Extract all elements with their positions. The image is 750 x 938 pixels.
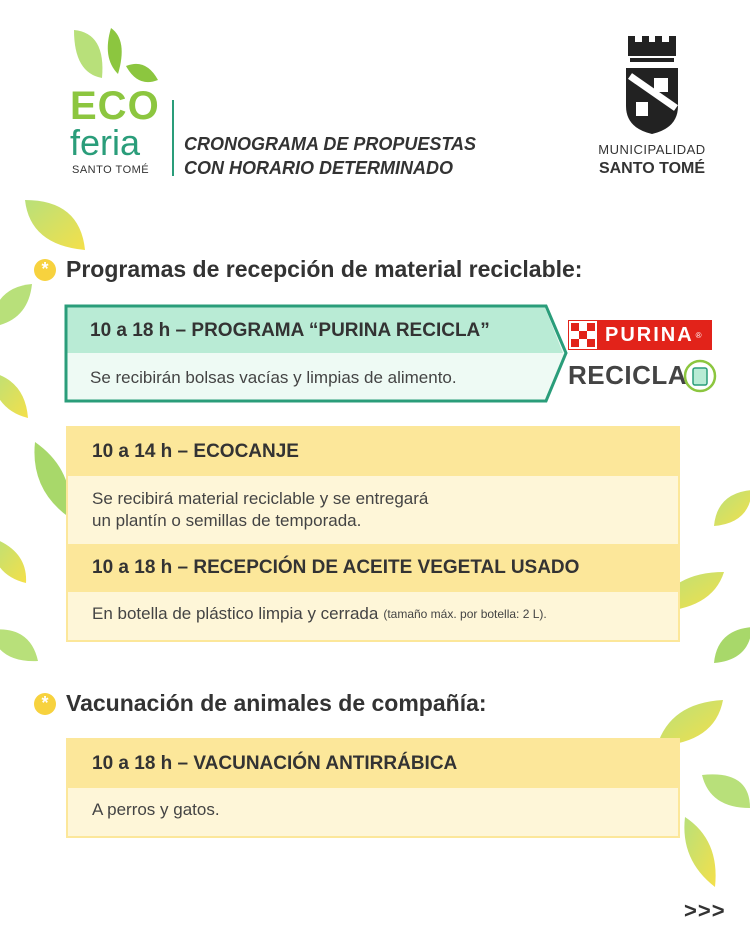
next-page-arrows[interactable]: >>> bbox=[684, 898, 726, 923]
recycle-bag-icon bbox=[682, 358, 718, 394]
leaf-decoration bbox=[20, 195, 90, 255]
header-divider bbox=[172, 100, 174, 176]
section-vaccination-title: Vacunación de animales de compañía: bbox=[66, 690, 487, 716]
ecocanje-body-line2: un plantín o semillas de temporada. bbox=[92, 511, 362, 530]
municipality-logo bbox=[590, 36, 710, 186]
leaf-decoration bbox=[0, 370, 30, 420]
checkerboard-icon bbox=[569, 321, 597, 349]
leaf-decoration bbox=[0, 535, 30, 585]
purina-card bbox=[66, 306, 566, 401]
aceite-body-text: En botella de plástico limpia y cerrada bbox=[92, 604, 379, 623]
vacunacion-card bbox=[66, 738, 680, 838]
purina-logo-box bbox=[568, 320, 712, 350]
section-vaccination-heading bbox=[34, 690, 487, 717]
ecoferia-leaves-logo bbox=[66, 28, 166, 88]
purina-registered-mark: ® bbox=[695, 330, 702, 340]
leaf-decoration bbox=[680, 815, 720, 890]
ecocanje-aceite-card bbox=[66, 426, 680, 642]
aceite-body bbox=[68, 592, 678, 636]
recicla-logo-text: RECICLA bbox=[568, 360, 688, 390]
purina-logo-text: PURINA bbox=[605, 323, 694, 346]
leaf-decoration bbox=[712, 625, 750, 665]
vacunacion-title: 10 a 18 h – VACUNACIÓN ANTIRRÁBICA bbox=[68, 740, 678, 788]
page-title bbox=[184, 132, 476, 180]
aceite-title: 10 a 18 h – RECEPCIÓN DE ACEITE VEGETAL USADO bbox=[68, 544, 678, 592]
municipality-label: MUNICIPALIDAD bbox=[598, 142, 706, 157]
logo-feria-text: feria bbox=[70, 122, 141, 163]
section-recycling-title: Programas de recepción de material reciclable: bbox=[66, 256, 583, 282]
purina-card-title: 10 a 18 h – PROGRAMA “PURINA RECICLA” bbox=[90, 320, 490, 341]
page-title-line1: CRONOGRAMA DE PROPUESTAS bbox=[184, 134, 477, 154]
purina-card-body: Se recibirán bolsas vacías y limpias de alimento. bbox=[90, 368, 457, 387]
municipality-name: SANTO TOMÉ bbox=[598, 160, 706, 177]
page-title-line2: CON HORARIO DETERMINADO bbox=[184, 158, 453, 178]
logo-eco-text: ECO bbox=[70, 84, 160, 128]
municipality-crest-icon bbox=[590, 36, 714, 136]
logo-place-text: SANTO TOMÉ bbox=[72, 164, 150, 176]
ecocanje-body-line1: Se recibirá material reciclable y se entregará bbox=[92, 489, 429, 508]
section-recycling-heading bbox=[34, 256, 582, 283]
bullet-star-icon: * bbox=[34, 693, 56, 715]
ecocanje-body bbox=[68, 476, 678, 544]
ecocanje-title: 10 a 14 h – ECOCANJE bbox=[68, 428, 678, 476]
leaf-decoration bbox=[0, 625, 40, 665]
leaf-decoration bbox=[700, 770, 750, 810]
aceite-body-note: (tamaño máx. por botella: 2 L). bbox=[383, 607, 547, 621]
purina-recicla-logo bbox=[568, 320, 718, 400]
leaf-decoration bbox=[0, 282, 35, 332]
leaf-decoration bbox=[712, 488, 750, 528]
bullet-star-icon: * bbox=[34, 259, 56, 281]
vacunacion-body: A perros y gatos. bbox=[68, 788, 678, 832]
